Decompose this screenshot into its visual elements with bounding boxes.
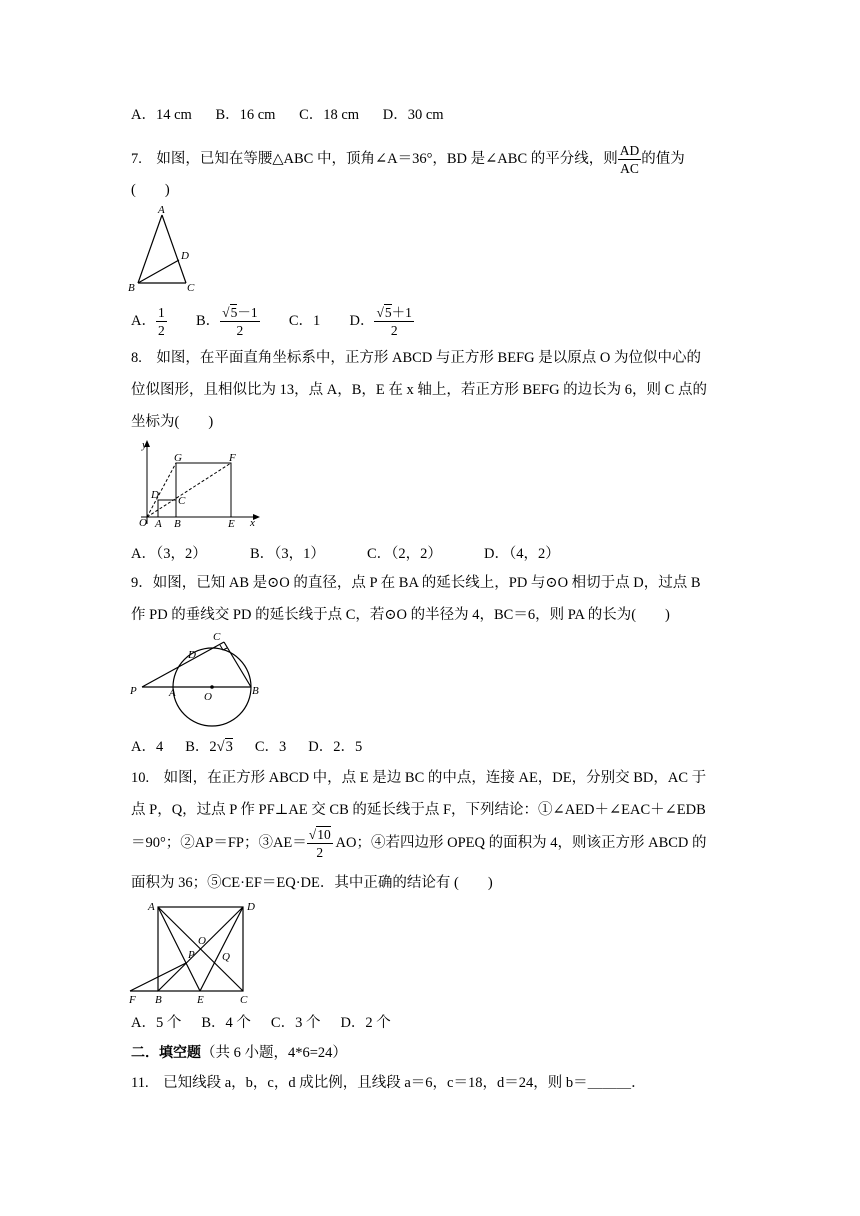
q10-frac-den: 2 <box>316 845 324 861</box>
section-2-note: （共 6 小题，4*6=24） <box>201 1045 347 1061</box>
q9-option-b-label: B．2 <box>185 739 217 755</box>
q7-frac-num: AD <box>619 143 640 158</box>
q9-label-d: D <box>188 649 196 661</box>
q10-label-p: P <box>188 949 195 961</box>
q7-options <box>131 304 414 339</box>
q8-option-d: D．（4，2） <box>484 546 560 562</box>
q8-label-o: O <box>139 517 147 529</box>
q10-label-b: B <box>155 994 162 1006</box>
q9-label-o: O <box>204 691 212 703</box>
q9-option-a: A．4 <box>131 739 164 755</box>
q10-line-3a: ＝90°；②AP＝FP；③AE＝ <box>131 835 307 851</box>
q9-label-p: P <box>130 685 137 697</box>
q7-option-b-den: 2 <box>236 323 244 339</box>
q6-option-a: A．14 cm <box>131 107 192 123</box>
q10-label-o: O <box>198 935 206 947</box>
q10-square-figure <box>126 898 266 1008</box>
q7-tail: 的值为 <box>641 151 685 167</box>
q8-label-a: A <box>155 518 162 530</box>
q9-label-b: B <box>252 685 259 697</box>
q8-label-x: x <box>250 517 255 529</box>
q11-question <box>131 1073 646 1093</box>
q8-line-2: 位似图形，且相似比为 13，点 A，B，E 在 x 轴上，若正方形 BEFG 的边长为 6，则 C 点的 <box>131 382 707 398</box>
q7-option-b-rest: －1 <box>237 305 258 321</box>
q6-option-b: B．16 cm <box>215 107 276 123</box>
q7-option-b-rad: 5 <box>230 305 238 321</box>
q8-line-1: 8. 如图，在平面直角坐标系中，正方形 ABCD 与正方形 BEFG 是以原点 O 为位似中心的 <box>131 350 701 366</box>
q9-label-c: C <box>213 631 221 643</box>
q10-option-b: B．4 个 <box>201 1015 251 1031</box>
q8-line-3: 坐标为( ) <box>131 414 214 430</box>
q6-option-c: C．18 cm <box>299 107 360 123</box>
q7-option-d-rest: ＋1 <box>391 305 412 321</box>
q10-label-a: A <box>148 901 155 913</box>
q9-label-a: A <box>169 687 176 699</box>
q8-label-f: F <box>229 452 236 464</box>
q9-circle-figure <box>128 630 268 730</box>
q7-option-d-frac: $\frac{√5+1}{2}$ <box>376 305 412 339</box>
q7-option-d-den: 2 <box>390 323 398 339</box>
q10-label-d: D <box>247 901 255 913</box>
q10-label-e: E <box>197 994 204 1006</box>
q10-label-f: F <box>129 994 136 1006</box>
q7-label-a: A <box>158 204 165 216</box>
q6-options <box>131 105 444 125</box>
q10-option-a: A．5 个 <box>131 1015 182 1031</box>
q7-label-c: C <box>187 282 195 294</box>
q6-option-d: D．30 cm <box>382 107 444 123</box>
q7-label-d: D <box>181 250 189 262</box>
q8-label-g: G <box>174 452 182 464</box>
q8-label-e: E <box>228 518 235 530</box>
q11-blank: ＿＿＿ <box>587 1075 632 1091</box>
q9-options <box>131 737 362 757</box>
q9-option-b-sqrt: √3 <box>216 739 233 755</box>
q7-triangle-figure <box>126 203 206 295</box>
q10-line-4: 面积为 36；⑤CE·EF＝EQ·DE．其中正确的结论有 ( ) <box>131 875 493 891</box>
q9-line-1: 9．如图，已知 AB 是⊙O 的直径，点 P 在 BA 的延长线上，PD 与⊙O 相切于点 D，过点 B <box>131 575 701 591</box>
q10-option-c: C．3 个 <box>270 1015 321 1031</box>
q7-fraction <box>618 142 642 177</box>
q7-paren: ( ) <box>131 182 170 198</box>
q11-end: ． <box>631 1075 646 1091</box>
q7-text: 7. 如图，已知在等腰△ABC 中，顶角∠A＝36°，BD 是∠ABC 的平分线，则 <box>131 151 618 167</box>
q7-question <box>131 142 685 177</box>
q8-label-b: B <box>174 518 181 530</box>
q7-option-b-label: B． <box>195 313 221 329</box>
q8-coordinate-figure <box>133 438 263 530</box>
q10-line-2: 点 P，Q，过点 P 作 PF⊥AE 交 CB 的延长线于点 F，下列结论：①∠AED＋∠EAC＋∠EDB <box>131 802 706 818</box>
q10-option-d: D．2 个 <box>340 1015 391 1031</box>
q8-label-y: y <box>142 439 147 451</box>
q10-frac: $\frac{√10}{2}$ <box>308 827 331 861</box>
q10-line-3 <box>131 826 707 861</box>
q7-option-a-num: 1 <box>157 305 165 321</box>
q9-option-b-rad: 3 <box>225 739 233 755</box>
q10-frac-rad: 10 <box>317 827 331 843</box>
q7-option-d-rad: 5 <box>384 305 392 321</box>
q8-option-b: B．（3，1） <box>250 546 325 562</box>
q8-label-d: D <box>151 489 159 501</box>
q7-option-c: C．1 <box>288 313 321 329</box>
section-2-title: 二．填空题 <box>131 1044 201 1060</box>
q8-label-c: C <box>178 495 186 507</box>
q10-label-c: C <box>240 994 248 1006</box>
q7-option-d-label: D． <box>349 313 375 329</box>
q10-label-q: Q <box>222 951 230 963</box>
q7-option-a-den: 2 <box>157 323 165 339</box>
q8-option-a: A．（3，2） <box>131 546 207 562</box>
q11-text: 11. 已知线段 a，b，c，d 成比例，且线段 a＝6，c＝18，d＝24，则 b＝ <box>131 1075 588 1091</box>
q10-options <box>131 1013 391 1033</box>
q7-option-a-frac <box>156 304 167 339</box>
q9-line-2: 作 PD 的垂线交 PD 的延长线于点 C，若⊙O 的半径为 4，BC＝6，则 PA 的长为( ) <box>131 607 670 623</box>
q7-option-b-frac: $\frac{√5-1}{2}$ <box>222 305 258 339</box>
q8-option-c: C．（2，2） <box>367 546 442 562</box>
q10-line-1: 10. 如图，在正方形 ABCD 中，点 E 是边 BC 的中点，连接 AE，DE，分别交 BD，AC 于 <box>131 770 707 786</box>
q7-frac-den: AC <box>620 161 639 176</box>
q9-option-d: D．2．5 <box>308 739 363 755</box>
q7-label-b: B <box>128 282 135 294</box>
section-2-heading <box>131 1042 347 1063</box>
q9-option-c: C．3 <box>254 739 287 755</box>
q10-line-3b: AO；④若四边形 OPEQ 的面积为 4，则该正方形 ABCD 的 <box>332 835 707 851</box>
q8-options <box>131 544 560 564</box>
q7-option-a-label: A． <box>131 313 156 329</box>
